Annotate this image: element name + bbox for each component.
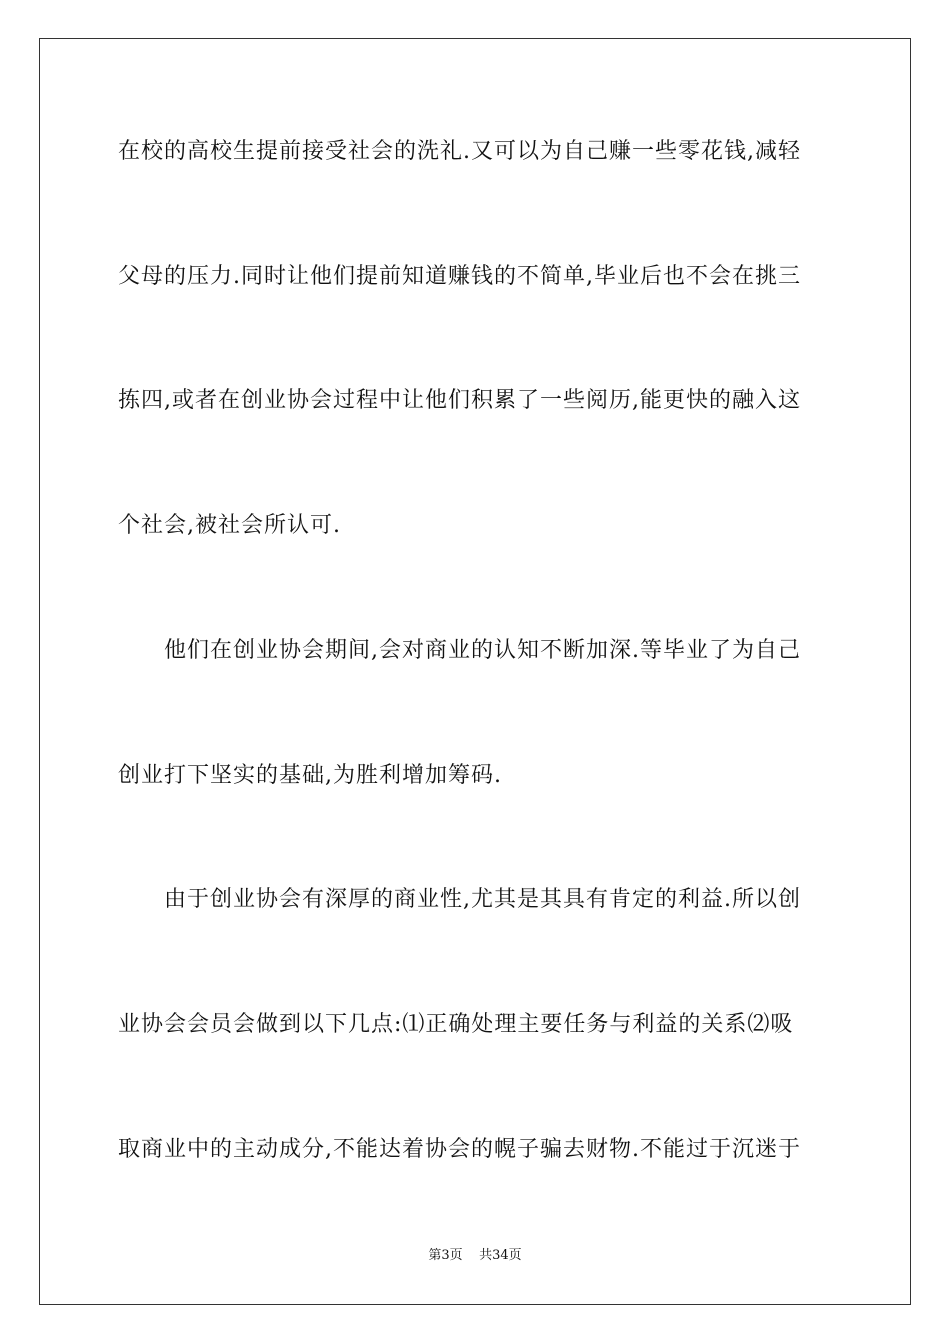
page-footer	[0, 1247, 950, 1265]
text-line: 父母的压力.同时让他们提前知道赚钱的不简单,毕业后也不会在挑三	[118, 264, 801, 289]
page-total: 共34页	[479, 1248, 522, 1263]
text-line: 拣四,或者在创业协会过程中让他们积累了一些阅历,能更快的融入这	[118, 388, 801, 413]
page-border	[39, 38, 911, 1305]
text-line: 在校的高校生提前接受社会的洗礼.又可以为自己赚一些零花钱,减轻	[118, 139, 801, 164]
text-line: 他们在创业协会期间,会对商业的认知不断加深.等毕业了为自己	[164, 638, 801, 663]
text-line: 个社会,被社会所认可.	[118, 513, 341, 538]
text-line: 取商业中的主动成分,不能达着协会的幌子骗去财物.不能过于沉迷于	[118, 1137, 801, 1162]
text-line: 业协会会员会做到以下几点:⑴正确处理主要任务与利益的关系⑵吸	[118, 1012, 794, 1037]
page-number: 第3页	[428, 1248, 463, 1263]
text-line: 由于创业协会有深厚的商业性,尤其是其具有肯定的利益.所以创	[164, 887, 801, 912]
text-line: 创业打下坚实的基础,为胜利增加筹码.	[118, 763, 502, 788]
